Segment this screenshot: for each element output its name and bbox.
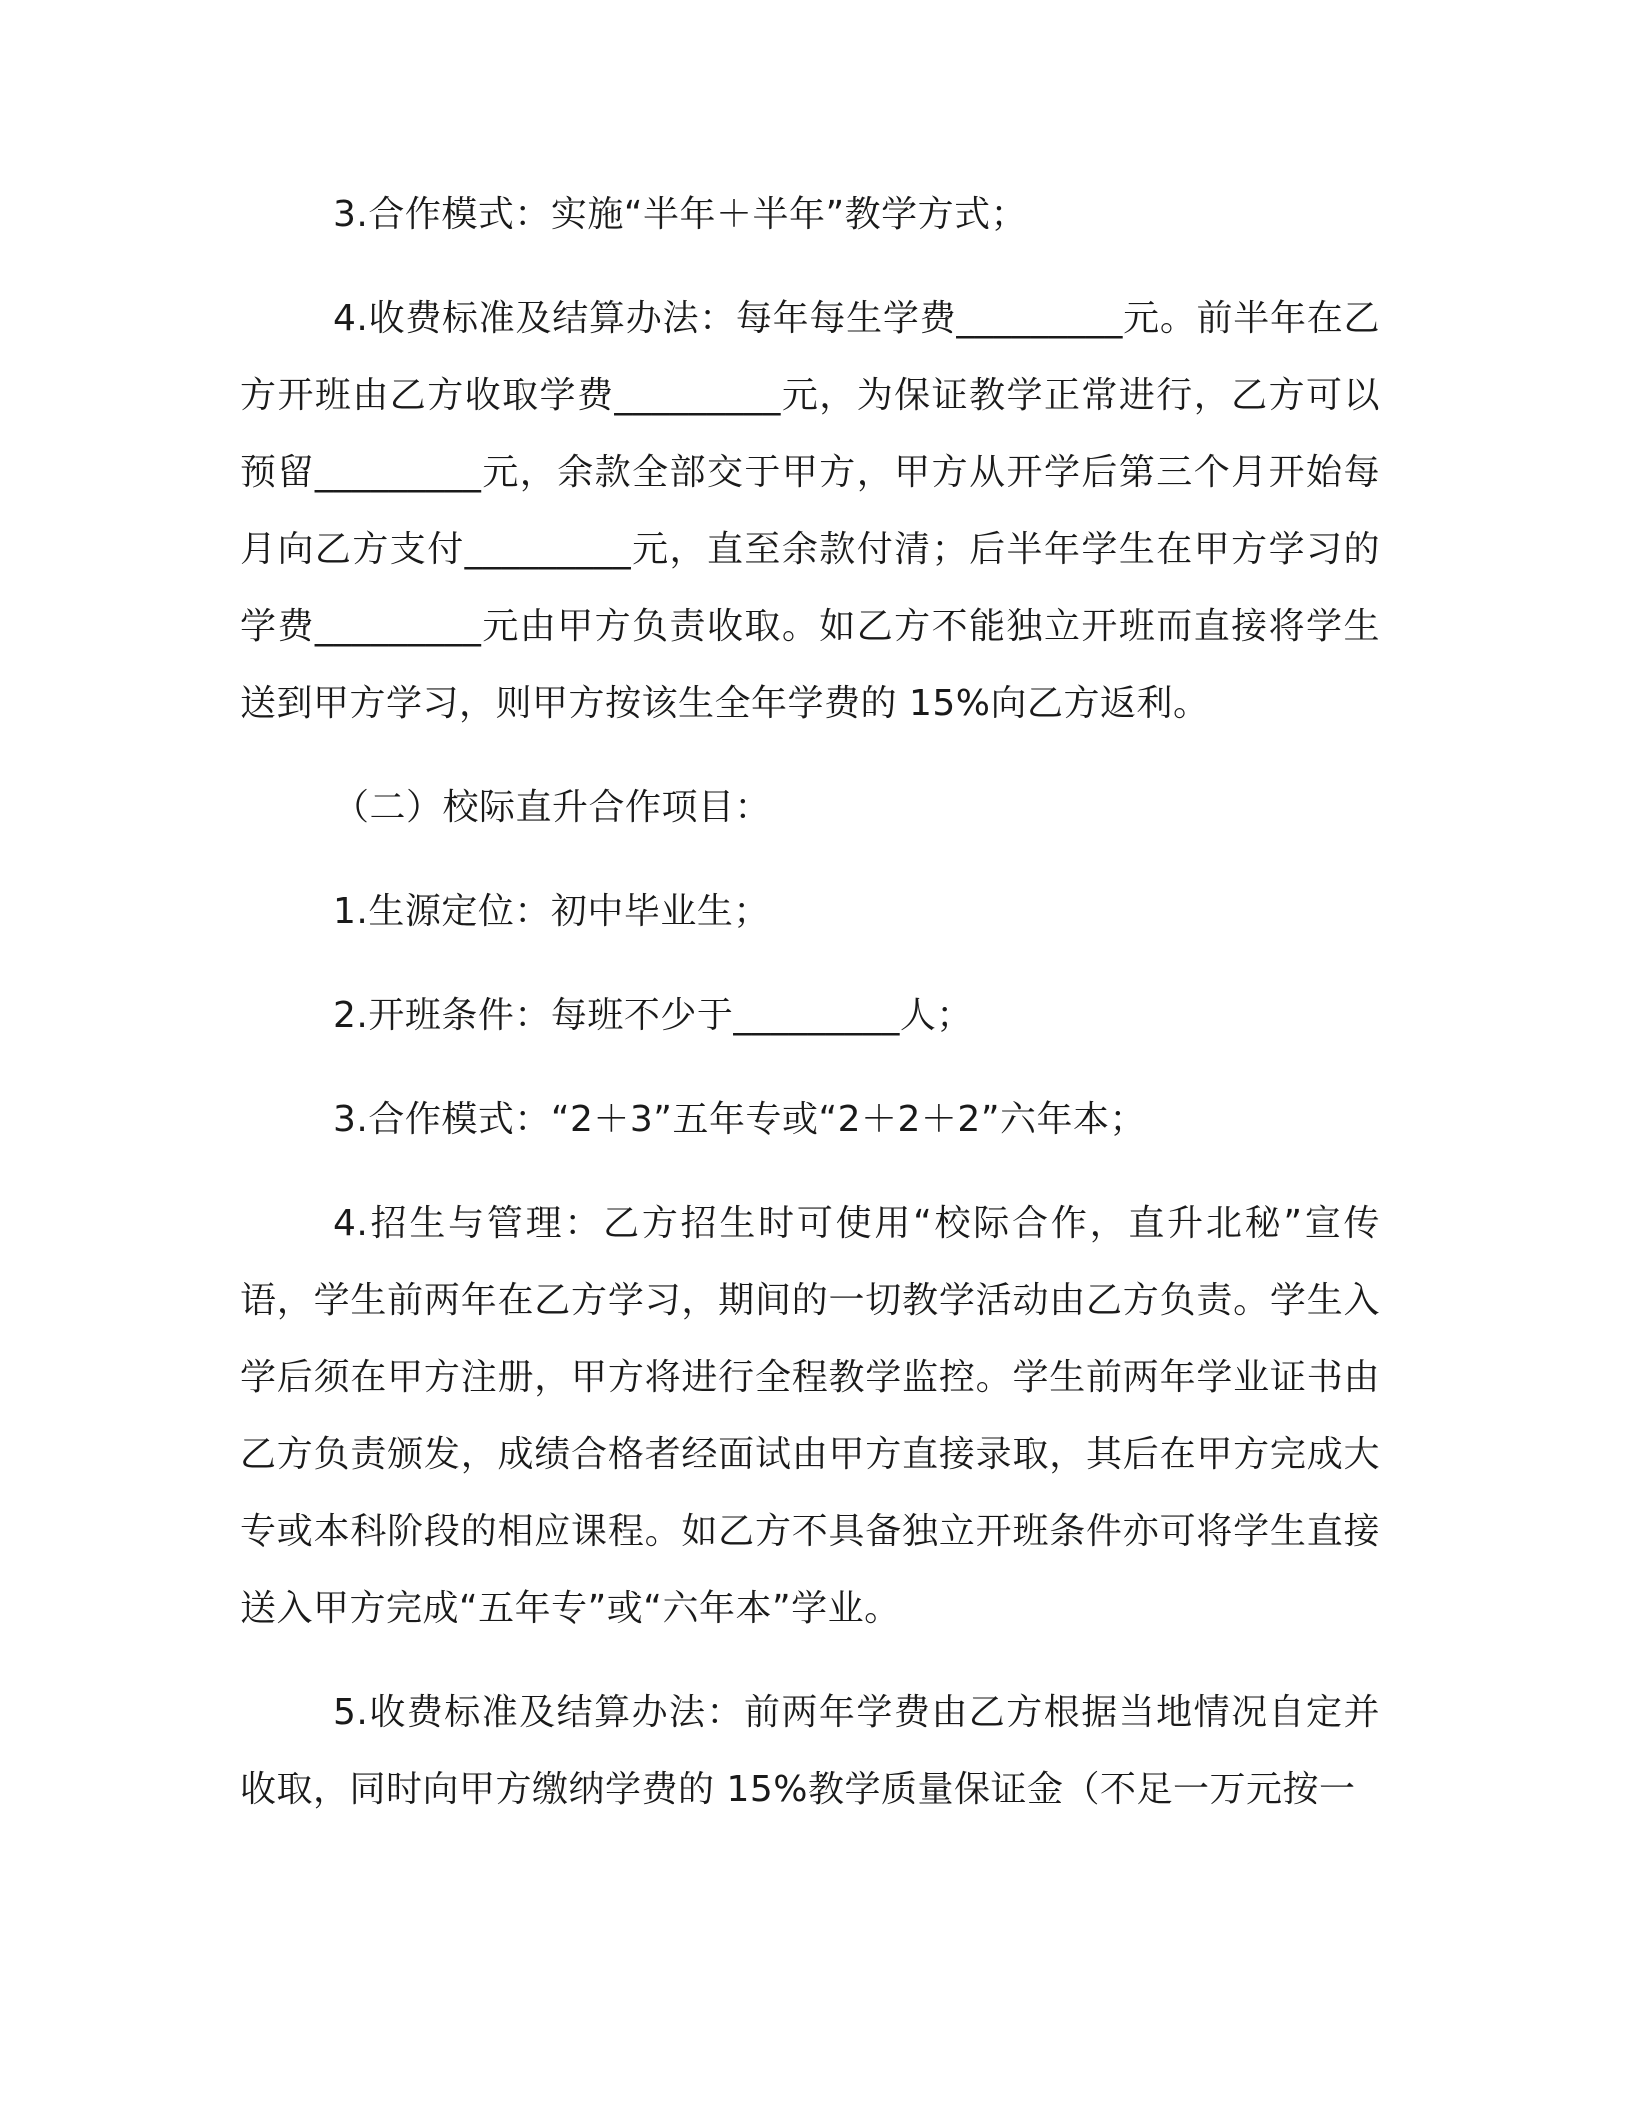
paragraph-student-source: 1.生源定位：初中毕业生； <box>333 891 770 932</box>
document-body <box>240 176 1380 1828</box>
section-heading-direct-promotion: （二）校际直升合作项目： <box>333 787 772 828</box>
paragraph-fee-settlement-1: 4.收费标准及结算办法：每年每生学费_________元。前半年在乙方开班由乙方收取学费_________元，为保证教学正常进行，乙方可以预留_________元，余款全部交于甲方，甲方从开学后第三个月开始每月向乙方支付_________元，直至余款付清；后半年学生在甲方学习的学费_________元由甲方负责收取。如乙方不能独立开班而直接将学生送到甲方学习，则甲方按该生全年学费的 15%向乙方返利。 <box>240 298 1380 724</box>
paragraph-enrollment-management: 4.招生与管理：乙方招生时可使用“校际合作，直升北秘”宣传语，学生前两年在乙方学习，期间的一切教学活动由乙方负责。学生入学后须在甲方注册，甲方将进行全程教学监控。学生前两年学业证书由乙方负责颁发，成绩合格者经面试由甲方直接录取，其后在甲方完成大专或本科阶段的相应课程。如乙方不具备独立开班条件亦可将学生直接送入甲方完成“五年专”或“六年本”学业。 <box>240 1203 1380 1629</box>
paragraph-fee-settlement-2: 5.收费标准及结算办法：前两年学费由乙方根据当地情况自定并收取，同时向甲方缴纳学费的 15%教学质量保证金（不足一万元按一 <box>240 1692 1380 1810</box>
paragraph-class-condition: 2.开班条件：每班不少于_________人； <box>333 995 973 1036</box>
paragraph-cooperation-mode-1: 3.合作模式：实施“半年＋半年”教学方式； <box>333 194 1028 235</box>
paragraph-cooperation-mode-2: 3.合作模式：“2＋3”五年专或“2＋2＋2”六年本； <box>333 1099 1146 1140</box>
